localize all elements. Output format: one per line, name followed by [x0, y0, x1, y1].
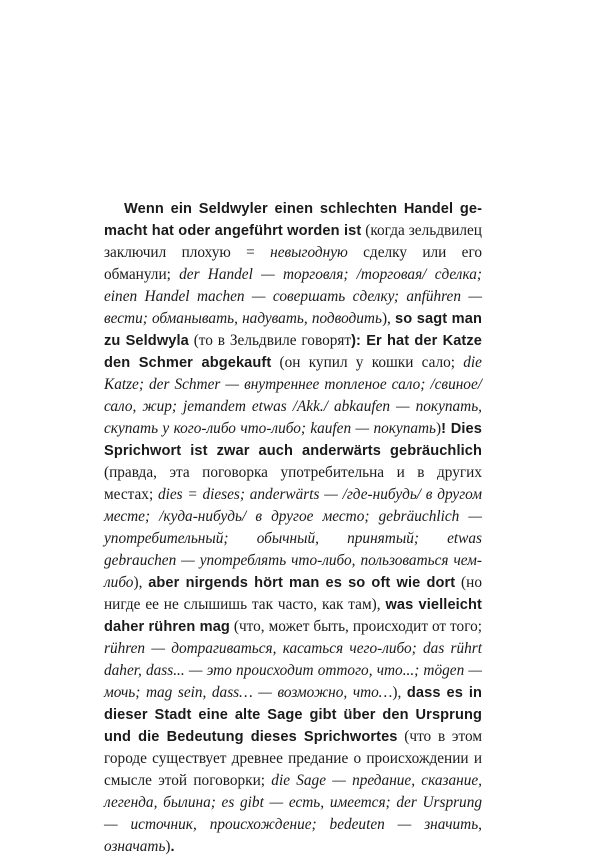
russian-translation: (то в Зельдвиле говорят — [188, 332, 352, 349]
italic-gloss: dies = dieses; anderwärts — /где-нибудь/ в другом месте; /куда-нибудь/ в другое место; gebräuchlich — употребительный; обычный, принятый; etwas gebrauchen — употреблять что-либо, пользоваться чем-либо — [104, 486, 482, 591]
russian-translation: (когда зельдвилец заключил плохую = — [104, 222, 482, 261]
german-phrase: was vielleicht daher rühren mag — [104, 597, 483, 635]
russian-translation: (что, может быть, происходит от того; — [229, 618, 482, 635]
russian-translation: сделку или его обманули; — [104, 244, 482, 283]
russian-translation: (он купил у кошки сало; — [271, 354, 464, 371]
italic-gloss: невыгодную — [270, 244, 348, 261]
punctuation: ), — [133, 574, 149, 591]
paragraph — [104, 198, 482, 858]
punctuation: ), — [381, 310, 396, 327]
german-phrase: . — [170, 839, 175, 855]
italic-gloss: rühren — дотрагиваться, касаться чего-либо; das rührt daher, dass... — это происходит оттого, что...; mögen — мочь; mag sein, dass… — возможно, что… — [104, 640, 482, 701]
italic-gloss: die Sage — предание, сказание, легенда, былина; es gibt — есть, имеется; der Ursprung — источник, происхождение; bedeuten — значить, означать — [104, 772, 482, 855]
german-phrase: aber nirgends hört man es so oft wie dort — [148, 575, 456, 591]
german-phrase: dass es in dieser Stadt eine alte Sage gibt über den Ursprung und die Bedeutung dieses Sprichwortes — [104, 685, 482, 745]
text-block — [104, 198, 482, 858]
punctuation: ) — [436, 420, 442, 437]
german-phrase: so sagt man zu Seldwyla — [104, 311, 482, 349]
russian-translation: (но нигде ее не слышишь так часто, как там), — [104, 574, 482, 613]
russian-translation: (что в этом городе существует древнее предание о происхождении и смысле этой поговорки; — [104, 728, 482, 789]
german-phrase: Wenn ein Seldwyler einen schlechten Handel gemacht hat oder angeführt worden ist — [104, 201, 482, 239]
italic-gloss: der Handel — торговля; /торговая/ сделка; einen Handel machen — совершать сделку; anführen — вести; обманывать, надувать, подводить — [104, 266, 482, 327]
punctuation: ) — [165, 838, 171, 855]
italic-gloss: die Katze; der Schmer — внутреннее топленое сало; /свиное/ сало, жир; jemandem etwas /Akk./ abkaufen — покупать, скупать у кого-либо что-либо; kaufen — покупать — [104, 354, 482, 437]
german-phrase: ): Er hat der Katze den Schmer abgekauft — [104, 333, 482, 371]
russian-translation: (правда, эта поговорка употребительна и в других местах; — [104, 464, 482, 503]
punctuation: ), — [392, 684, 407, 701]
german-phrase: ! Dies Sprichwort ist zwar auch anderwärts gebräuchlich — [104, 421, 482, 459]
